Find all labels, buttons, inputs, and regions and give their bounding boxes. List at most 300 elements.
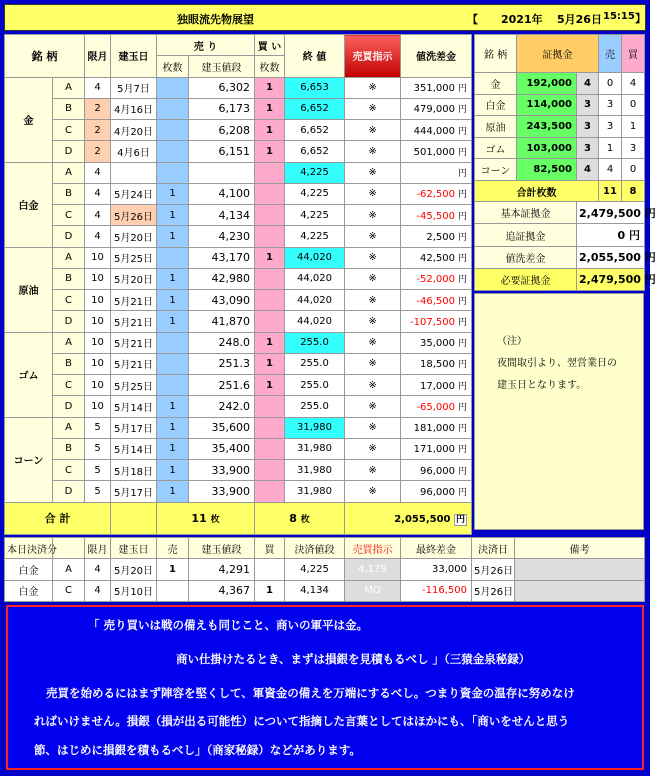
table-row (5, 353, 472, 374)
sell-count (157, 247, 189, 268)
signal: ※ (345, 98, 401, 119)
grade: B (53, 438, 85, 459)
buy-count (255, 268, 285, 289)
buy-count (255, 438, 285, 459)
yen-unit: 円 (458, 275, 468, 286)
quote-line-4: ればいけません。損銀（損が出る可能性）について指摘した言葉としてはほかにも、「商いをせんと思う (34, 714, 570, 728)
signal: ※ (345, 332, 401, 353)
table-row (5, 417, 472, 438)
table-row (5, 396, 472, 417)
diff-amount (401, 141, 472, 162)
close-price: 255.0 (285, 375, 345, 396)
signal: ※ (345, 205, 401, 226)
table-row (5, 141, 472, 162)
sum-count: 4 (577, 159, 599, 181)
sum-total-buy: 8 (622, 180, 645, 201)
header-entry-price: 建玉値段 (189, 56, 255, 77)
entry-date (111, 162, 157, 183)
total-label: 合 計 (5, 502, 111, 534)
memo-line-2: 建玉日となります。 (497, 380, 587, 391)
settled-entry-date: 5月10日 (111, 580, 157, 601)
grade: A (53, 417, 85, 438)
signal: ※ (345, 141, 401, 162)
close-price: 4,225 (285, 162, 345, 183)
table-row (5, 205, 472, 226)
date-year: 2021年 (501, 13, 543, 26)
entry-price (189, 162, 255, 183)
settled-month: 4 (85, 580, 111, 601)
table-row (5, 438, 472, 459)
grade: A (53, 162, 85, 183)
diff-value: 35,000 (420, 338, 455, 350)
diff-value: 479,000 (413, 104, 455, 116)
table-row (5, 120, 472, 141)
close-price: 44,020 (285, 247, 345, 268)
diff-amount (401, 183, 472, 204)
diff-amount (401, 290, 472, 311)
entry-date: 5月20日 (111, 226, 157, 247)
quote-line-1: 「 売り買いは戦の備えも同じこと、商いの軍平は金。 (88, 618, 369, 632)
page-title: 独眼流先物展望 (177, 13, 254, 26)
entry-price: 4,134 (189, 205, 255, 226)
entry-price: 251.3 (189, 353, 255, 374)
close-price: 4,225 (285, 205, 345, 226)
settled-header-gengetsu: 限月 (85, 538, 111, 559)
sum-name: 金 (475, 73, 517, 95)
diff-amount (401, 332, 472, 353)
yen-unit: 円 (458, 445, 468, 456)
signal: ※ (345, 162, 401, 183)
date-bracket-close: 】 (635, 12, 646, 25)
sell-count: 1 (157, 396, 189, 417)
signal: ※ (345, 460, 401, 481)
entry-price: 4,230 (189, 226, 255, 247)
diff-amount (401, 98, 472, 119)
grade: A (53, 77, 85, 98)
commodity-name: 白金 (5, 162, 53, 247)
sum-amount: 82,500 (517, 159, 577, 181)
sum-name: 白金 (475, 94, 517, 116)
header-diff: 値洗差金 (401, 35, 472, 78)
sell-count (157, 141, 189, 162)
margin-label: 基本証拠金 (475, 202, 577, 224)
total-blank (111, 502, 157, 534)
month: 10 (85, 311, 111, 332)
month: 10 (85, 353, 111, 374)
table-row (5, 226, 472, 247)
month: 4 (85, 77, 111, 98)
entry-price: 42,980 (189, 268, 255, 289)
memo-panel (474, 293, 644, 530)
month: 10 (85, 290, 111, 311)
header-sell: 売 り (157, 35, 255, 56)
sum-buy: 1 (622, 116, 645, 138)
table-row (5, 290, 472, 311)
sum-amount: 114,000 (517, 94, 577, 116)
settled-header-tategyokubi: 建玉日 (111, 538, 157, 559)
buy-count: 1 (255, 120, 285, 141)
close-price: 44,020 (285, 290, 345, 311)
entry-date: 5月21日 (111, 332, 157, 353)
entry-price: 43,090 (189, 290, 255, 311)
header-signal: 売買指示 (345, 35, 401, 78)
diff-amount (401, 460, 472, 481)
buy-count (255, 481, 285, 502)
entry-date: 5月14日 (111, 438, 157, 459)
entry-date: 4月6日 (111, 141, 157, 162)
sum-count: 3 (577, 116, 599, 138)
grade: D (53, 311, 85, 332)
sell-count: 1 (157, 417, 189, 438)
settled-header-grade (53, 538, 85, 559)
header-buy-count: 枚数 (255, 56, 285, 77)
entry-price: 6,208 (189, 120, 255, 141)
diff-value: 444,000 (413, 125, 455, 137)
entry-date: 5月17日 (111, 417, 157, 438)
entry-date: 5月20日 (111, 268, 157, 289)
diff-amount (401, 438, 472, 459)
yen-unit: 円 (458, 126, 468, 137)
sell-count: 1 (157, 226, 189, 247)
total-buy-value: 8 (289, 511, 297, 525)
yen-unit: 円 (458, 424, 468, 435)
sum-name: コーン (475, 159, 517, 181)
settled-close-price: 4,225 (285, 559, 345, 580)
settled-buy: 1 (255, 580, 285, 601)
diff-amount (401, 268, 472, 289)
entry-price: 242.0 (189, 396, 255, 417)
sum-count: 3 (577, 137, 599, 159)
total-yen-unit: 円 (456, 514, 466, 525)
yen-unit: 円 (458, 169, 468, 180)
buy-count: 1 (255, 332, 285, 353)
total-sell-value: 11 (191, 511, 207, 525)
settled-header-biko: 備考 (515, 538, 645, 559)
entry-price: 6,173 (189, 98, 255, 119)
diff-amount (401, 353, 472, 374)
grade: D (53, 226, 85, 247)
settled-entry-price: 4,291 (189, 559, 255, 580)
close-price: 255.0 (285, 353, 345, 374)
diff-value: -107,500 (410, 316, 455, 328)
yen-unit: 円 (458, 84, 468, 95)
sell-count (157, 98, 189, 119)
header-close: 終 値 (285, 35, 345, 78)
sum-sell: 0 (599, 73, 622, 95)
total-sell-unit: 枚 (210, 514, 220, 525)
table-row (5, 268, 472, 289)
diff-amount (401, 120, 472, 141)
diff-amount (401, 162, 472, 183)
sum-count: 3 (577, 94, 599, 116)
settled-sell (157, 580, 189, 601)
settled-table (4, 537, 645, 602)
entry-date: 4月20日 (111, 120, 157, 141)
buy-count (255, 417, 285, 438)
month: 5 (85, 481, 111, 502)
sum-total-label: 合計枚数 (475, 180, 599, 201)
entry-date: 5月7日 (111, 77, 157, 98)
sell-count: 1 (157, 183, 189, 204)
sum-total-sell: 11 (599, 180, 622, 201)
sum-name: ゴム (475, 137, 517, 159)
entry-date: 5月26日 (111, 205, 157, 226)
sum-amount: 192,000 (517, 73, 577, 95)
close-price: 31,980 (285, 438, 345, 459)
yen-unit: 円 (458, 190, 468, 201)
margin-value: 2,479,500 円 (577, 268, 645, 290)
header-sell-count: 枚数 (157, 56, 189, 77)
diff-value: 2,500 (426, 231, 455, 243)
diff-value: 171,000 (413, 444, 455, 456)
yen-unit: 円 (458, 466, 468, 477)
entry-date: 5月21日 (111, 290, 157, 311)
buy-count (255, 226, 285, 247)
close-price: 31,980 (285, 481, 345, 502)
diff-amount (401, 77, 472, 98)
entry-date: 4月16日 (111, 98, 157, 119)
close-price: 6,653 (285, 77, 345, 98)
table-row (5, 162, 472, 183)
grade: D (53, 396, 85, 417)
grade: D (53, 481, 85, 502)
settled-remarks (515, 559, 645, 580)
sell-count (157, 375, 189, 396)
buy-count (255, 162, 285, 183)
sum-sell: 1 (599, 137, 622, 159)
close-price: 6,652 (285, 120, 345, 141)
signal: ※ (345, 396, 401, 417)
month: 4 (85, 183, 111, 204)
sell-count: 1 (157, 268, 189, 289)
settled-name: 白金 (5, 580, 53, 601)
grade: B (53, 268, 85, 289)
sell-count (157, 353, 189, 374)
buy-count: 1 (255, 141, 285, 162)
title-bar (4, 4, 646, 31)
diff-value: 42,500 (420, 253, 455, 265)
month: 10 (85, 396, 111, 417)
settled-remarks (515, 580, 645, 601)
sum-name: 原油 (475, 116, 517, 138)
table-row (5, 247, 472, 268)
total-buy-unit: 枚 (300, 514, 310, 525)
signal: ※ (345, 183, 401, 204)
margin-label: 必要証拠金 (475, 268, 577, 290)
settled-sell: 1 (157, 559, 189, 580)
grade: C (53, 375, 85, 396)
header-gengetsu: 限月 (85, 35, 111, 78)
diff-value: 96,000 (420, 465, 455, 477)
buy-count: 1 (255, 353, 285, 374)
table-row (5, 183, 472, 204)
diff-amount (401, 311, 472, 332)
table-row (5, 98, 472, 119)
buy-count (255, 183, 285, 204)
sell-count: 1 (157, 460, 189, 481)
entry-date: 5月25日 (111, 247, 157, 268)
close-price: 255.0 (285, 396, 345, 417)
grade: C (53, 290, 85, 311)
settled-date: 5月26日 (472, 580, 515, 601)
diff-amount (401, 205, 472, 226)
buy-count: 1 (255, 247, 285, 268)
settled-header-kessai: 決済値段 (285, 538, 345, 559)
settled-final-diff: -116,500 (401, 580, 472, 601)
buy-count: 1 (255, 98, 285, 119)
diff-value: 96,000 (420, 486, 455, 498)
margin-value: 2,479,500 円 (577, 202, 645, 224)
month: 2 (85, 141, 111, 162)
month: 4 (85, 162, 111, 183)
sum-count: 4 (577, 73, 599, 95)
grade: D (53, 141, 85, 162)
sum-header-buy: 買 (622, 35, 645, 73)
settled-header-kessaibi: 決済日 (472, 538, 515, 559)
date-time: 15:15 (603, 11, 635, 22)
diff-amount (401, 481, 472, 502)
sell-count (157, 162, 189, 183)
entry-price: 35,600 (189, 417, 255, 438)
signal: ※ (345, 311, 401, 332)
settled-grade: A (53, 559, 85, 580)
signal: ※ (345, 481, 401, 502)
signal: ※ (345, 353, 401, 374)
entry-price: 33,900 (189, 481, 255, 502)
table-row (5, 311, 472, 332)
buy-count (255, 460, 285, 481)
table-row (5, 375, 472, 396)
sum-header-sell: 売 (599, 35, 622, 73)
entry-date: 5月21日 (111, 353, 157, 374)
header-tategyokubi: 建玉日 (111, 35, 157, 78)
diff-value: 181,000 (413, 423, 455, 435)
yen-unit: 円 (458, 360, 468, 371)
sum-buy: 0 (622, 159, 645, 181)
diff-amount (401, 375, 472, 396)
sum-buy: 4 (622, 73, 645, 95)
close-price: 4,225 (285, 183, 345, 204)
diff-amount (401, 226, 472, 247)
sum-amount: 103,000 (517, 137, 577, 159)
diff-value: 18,500 (420, 359, 455, 371)
buy-count: 1 (255, 77, 285, 98)
margin-value: 2,055,500 円 (577, 246, 645, 268)
month: 10 (85, 332, 111, 353)
margin-label: 追証拠金 (475, 224, 577, 246)
yen-unit: 円 (458, 296, 468, 307)
entry-price: 6,151 (189, 141, 255, 162)
month: 2 (85, 120, 111, 141)
close-price: 6,652 (285, 98, 345, 119)
signal: ※ (345, 77, 401, 98)
date-day: 5月26日 (557, 13, 602, 26)
buy-count (255, 311, 285, 332)
settled-header-shiji: 売買指示 (345, 538, 401, 559)
yen-unit: 円 (458, 402, 468, 413)
header-buy: 買 い (255, 35, 285, 56)
quote-line-5: 節、はじめに損銀を積もるべし」（商家秘録）などがあります。 (34, 743, 361, 757)
yen-unit: 円 (458, 487, 468, 498)
sum-sell: 3 (599, 94, 622, 116)
signal: ※ (345, 268, 401, 289)
sum-buy: 3 (622, 137, 645, 159)
quote-box (6, 605, 644, 770)
positions-table (4, 34, 472, 535)
buy-count (255, 205, 285, 226)
yen-unit: 円 (458, 211, 468, 222)
entry-price: 35,400 (189, 438, 255, 459)
entry-price: 33,900 (189, 460, 255, 481)
settled-date: 5月26日 (472, 559, 515, 580)
grade: C (53, 205, 85, 226)
signal: ※ (345, 226, 401, 247)
margin-summary-table (474, 34, 656, 291)
total-diff (345, 502, 472, 534)
quote-line-3: 売買を始めるにはまず陣容を堅くして、軍資金の備えを万端にするべし。つまり資金の温存に努めなけ (46, 686, 575, 700)
signal: ※ (345, 247, 401, 268)
month: 5 (85, 438, 111, 459)
sum-sell: 3 (599, 116, 622, 138)
yen-unit: 円 (458, 381, 468, 392)
memo-note: （注） (497, 336, 527, 347)
entry-price: 41,870 (189, 311, 255, 332)
memo-line-1: 夜間取引より、翌営業日の (497, 358, 617, 369)
grade: B (53, 353, 85, 374)
month: 4 (85, 226, 111, 247)
entry-price: 248.0 (189, 332, 255, 353)
close-price: 44,020 (285, 268, 345, 289)
entry-date: 5月21日 (111, 311, 157, 332)
settled-signal: MO (345, 580, 401, 601)
diff-value: -62,500 (416, 189, 455, 201)
sell-count: 1 (157, 481, 189, 502)
settled-buy (255, 559, 285, 580)
entry-date: 5月24日 (111, 183, 157, 204)
table-row (5, 77, 472, 98)
settled-header-uri: 売 (157, 538, 189, 559)
sell-count (157, 77, 189, 98)
entry-price: 251.6 (189, 375, 255, 396)
sum-header-margin: 証拠金 (517, 35, 599, 73)
yen-unit: 円 (458, 254, 468, 265)
close-price: 31,980 (285, 417, 345, 438)
date-bracket-open: 【 (467, 13, 478, 26)
buy-count (255, 396, 285, 417)
signal: ※ (345, 120, 401, 141)
entry-date: 5月14日 (111, 396, 157, 417)
yen-unit: 円 (458, 232, 468, 243)
diff-value: 17,000 (420, 380, 455, 392)
margin-value: 0 円 (577, 224, 645, 246)
grade: B (53, 98, 85, 119)
settled-grade: C (53, 580, 85, 601)
settled-close-price: 4,134 (285, 580, 345, 601)
month: 10 (85, 268, 111, 289)
grade: A (53, 332, 85, 353)
month: 10 (85, 375, 111, 396)
table-row (5, 460, 472, 481)
total-buy (255, 502, 345, 534)
sell-count: 1 (157, 290, 189, 311)
close-price: 31,980 (285, 460, 345, 481)
sell-count (157, 332, 189, 353)
signal: ※ (345, 375, 401, 396)
diff-value: 501,000 (413, 146, 455, 158)
yen-unit: 円 (458, 339, 468, 350)
commodity-name: 金 (5, 77, 53, 162)
diff-value: 351,000 (413, 83, 455, 95)
